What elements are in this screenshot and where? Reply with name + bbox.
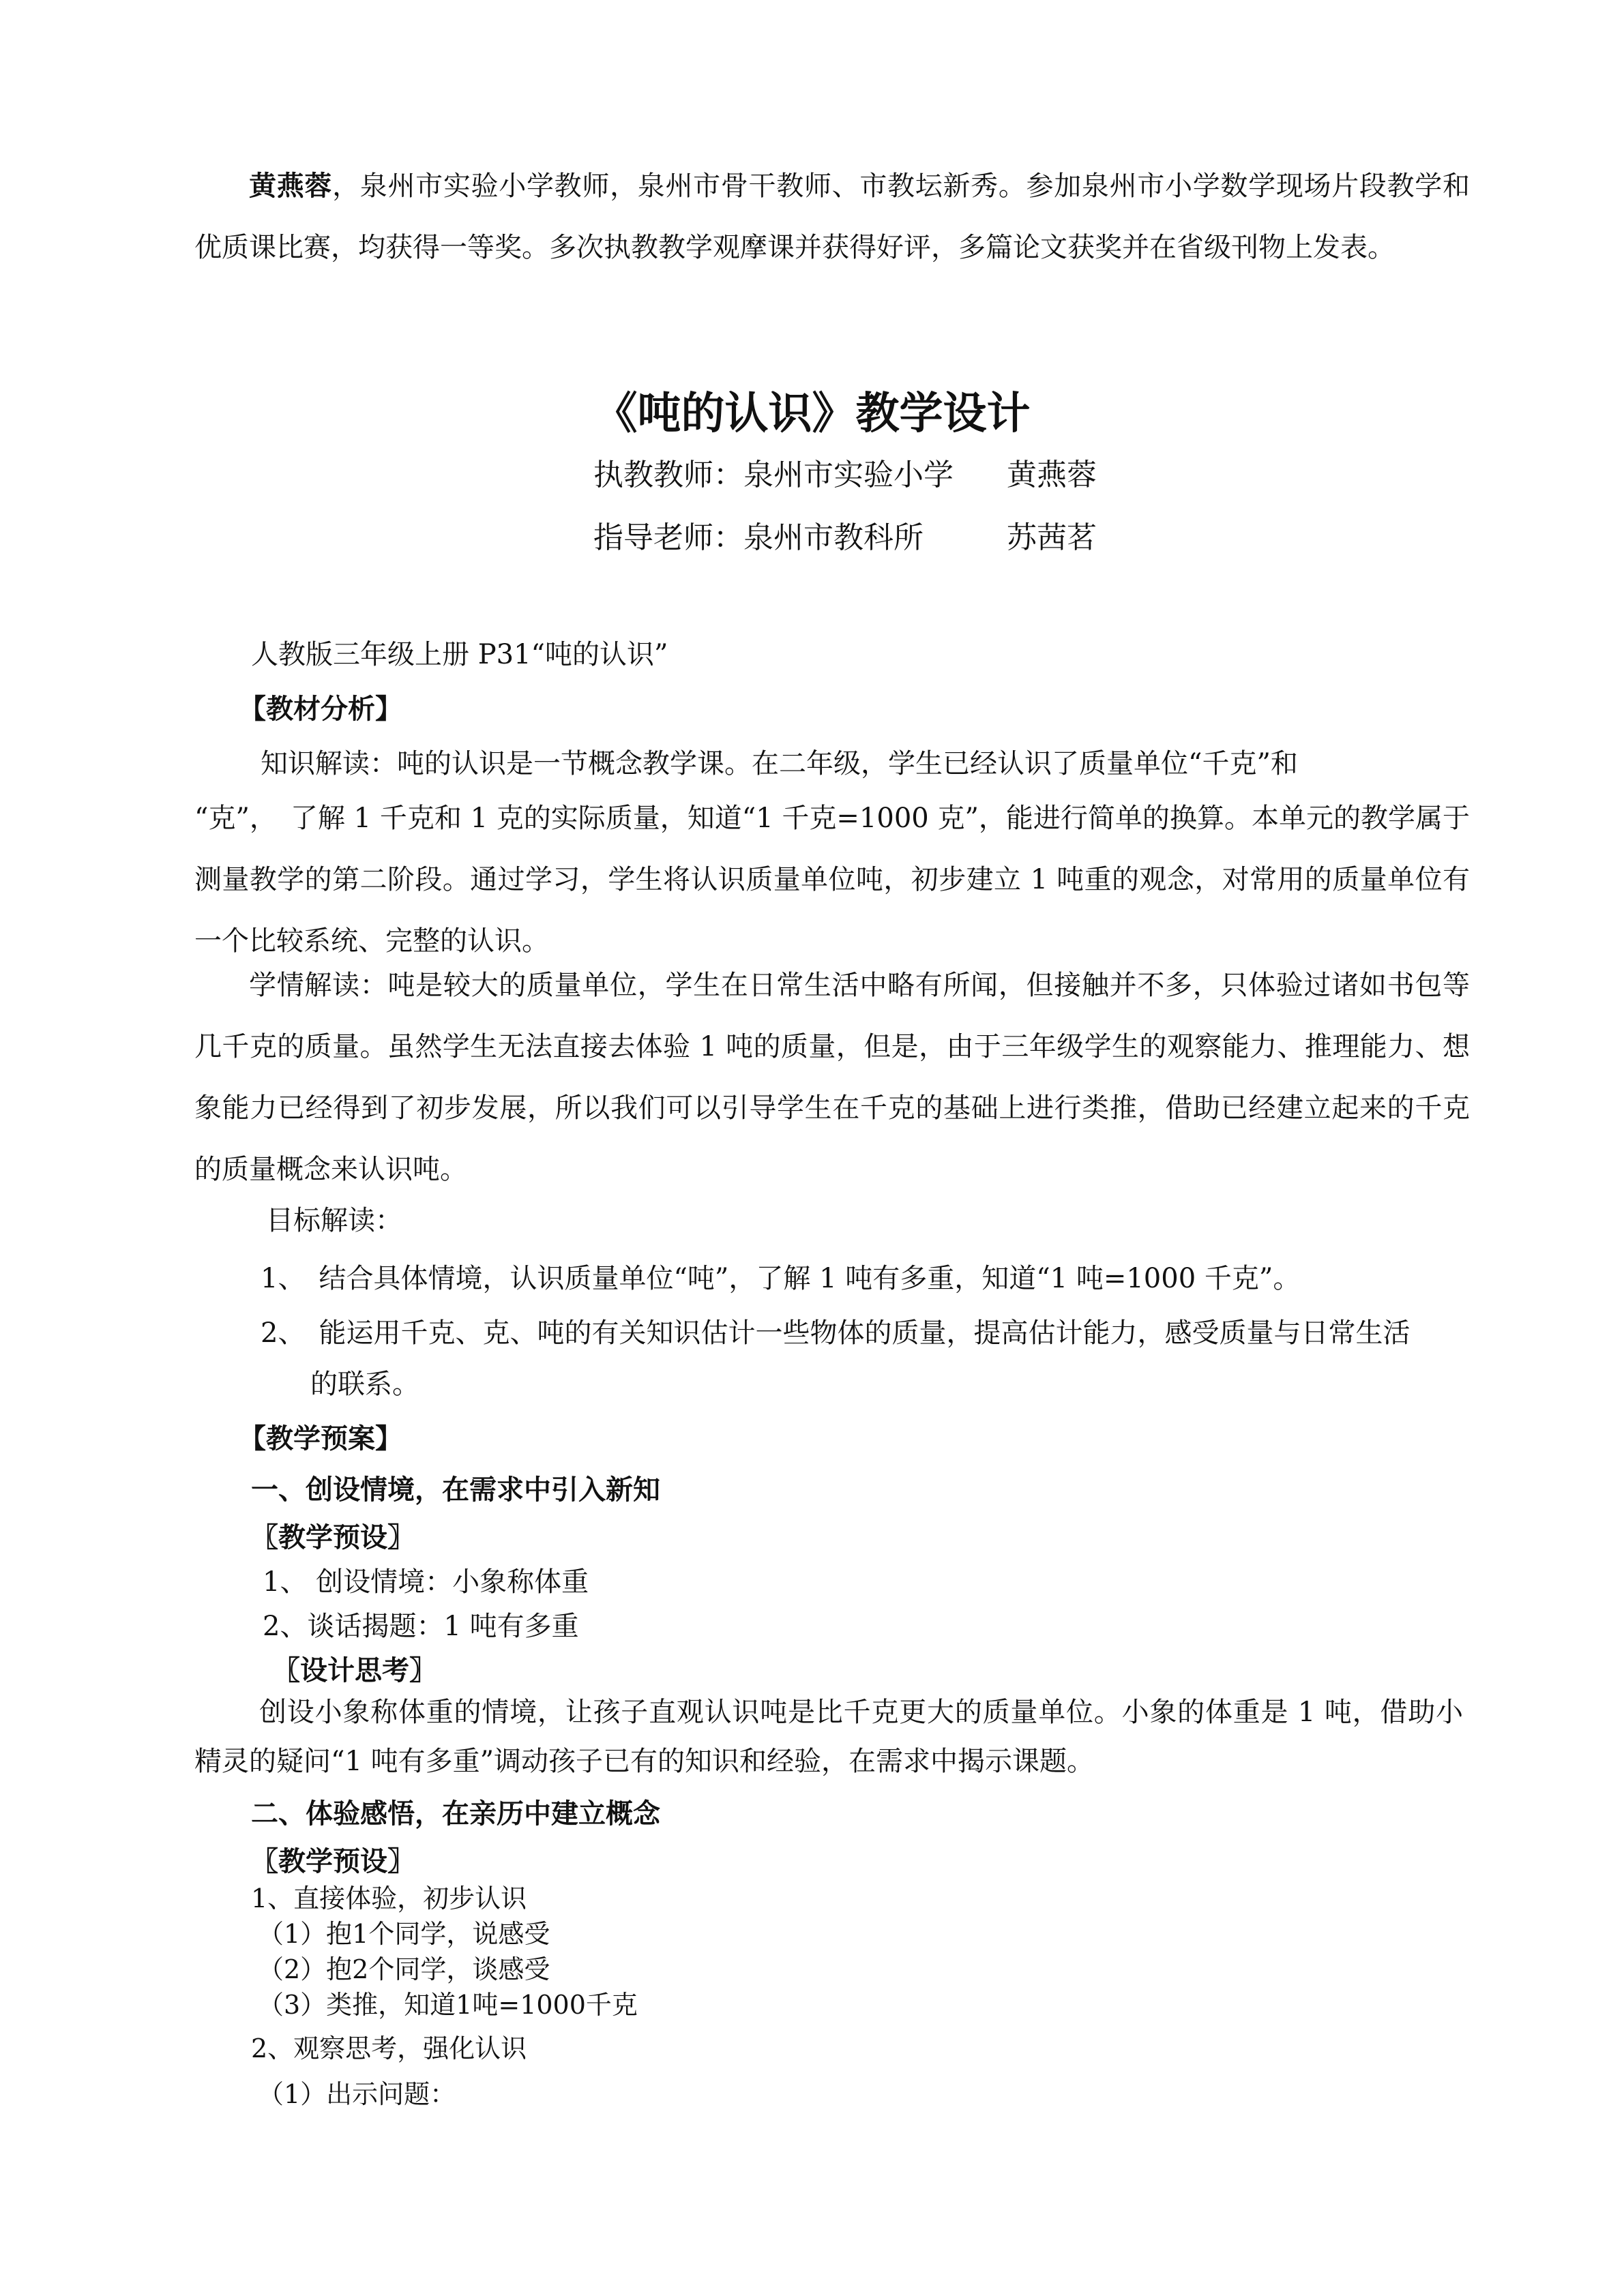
goal-item-1: [261, 1248, 1300, 1309]
section-teaching-plan: 【教学预案】: [239, 1422, 402, 1455]
part2-preset-label: 〖教学预设〗: [251, 1845, 415, 1877]
part1-item-1: 1、 创设情境：小象称体重: [263, 1566, 589, 1598]
goal-heading: 目标解读：: [266, 1205, 402, 1236]
advisor-org: 泉州市教科所: [743, 520, 924, 555]
teacher-org: 泉州市实验小学: [743, 458, 954, 492]
goal-number: 2、: [261, 1317, 306, 1349]
part2-item: （1）抱1个同学，说感受: [258, 1919, 550, 1949]
teacher-line-1: [593, 450, 1097, 494]
author-bio-text: ，泉州市实验小学教师，泉州市骨干教师、市教坛新秀。参加泉州市小学数学现场片段教学和优质课比赛，均获得一等奖。多次执教教学观摩课并获得好评，多篇论文获奖并在省级刊物上发表。: [194, 170, 1470, 263]
goal-number: 1、: [261, 1263, 306, 1294]
part1-preset-label: 〖教学预设〗: [251, 1521, 415, 1553]
author-bio: [194, 155, 1470, 278]
author-name: 黄燕蓉: [249, 170, 333, 202]
teacher-label: 执教教师：: [593, 458, 743, 492]
goal-item-2: [261, 1302, 1410, 1364]
student-analysis-paragraph: 学情解读：吨是较大的质量单位，学生在日常生活中略有所闻，但接触并不多，只体验过诸如书包等几千克的质量。虽然学生无法直接去体验 1 吨的质量，但是，由于三年级学生的观察能力、推理能力、想象能力已经得到了初步发展，所以我们可以引导学生在千克的基础上进行类推，借助已经建立起来的千克的质量概念来认识吨。: [194, 970, 1470, 1185]
teacher-name: 黄燕蓉: [1007, 458, 1097, 492]
goal-item-2-continued: 的联系。: [310, 1369, 419, 1400]
section-material-analysis: 【教材分析】: [239, 693, 402, 725]
part2-heading: 二、体验感悟，在亲历中建立概念: [251, 1798, 660, 1830]
document-title: 《吨的认识》教学设计: [593, 388, 1031, 439]
advisor-name: 苏茜茗: [1007, 520, 1097, 555]
part1-item-2: 2、谈话揭题：1 吨有多重: [263, 1611, 579, 1642]
part2-item: （1）出示问题：: [258, 2079, 456, 2109]
part2-item: 2、观察思考，强化认识: [251, 2033, 527, 2063]
part1-heading: 一、创设情境，在需求中引入新知: [251, 1474, 660, 1506]
part2-item: （2）抱2个同学，谈感受: [258, 1954, 550, 1984]
part2-item: （3）类推，知道1吨=1000千克: [258, 1990, 638, 2020]
teacher-line-2: [593, 513, 1097, 556]
goal-text: 能运用千克、克、吨的有关知识估计一些物体的质量，提高估计能力，感受质量与日常生活: [319, 1317, 1411, 1349]
design-thinking-text: 创设小象称体重的情境，让孩子直观认识吨是比千克更大的质量单位。小象的体重是 1 吨，借助小精灵的疑问“1 吨有多重”调动孩子已有的知识和经验，在需求中揭示课题。: [194, 1697, 1463, 1777]
part2-item: 1、直接体验，初步认识: [251, 1883, 527, 1913]
goal-text: 结合具体情境，认识质量单位“吨”，了解 1 吨有多重，知道“1 吨=1000 千克”。: [319, 1263, 1301, 1294]
knowledge-first-line: 知识解读：吨的认识是一节概念教学课。在二年级，学生已经认识了质量单位“千克”和: [261, 748, 1298, 779]
advisor-label: 指导老师：: [593, 520, 743, 555]
design-thinking-label: 〖设计思考〗: [273, 1654, 437, 1686]
knowledge-paragraph: “克”， 了解 1 千克和 1 克的实际质量，知道“1 千克=1000 克”，能进行简单的换算。本单元的教学属于测量教学的第二阶段。通过学习，学生将认识质量单位吨，初步建立 1 吨重的观念，对常用的质量单位有一个比较系统、完整的认识。: [194, 803, 1470, 957]
textbook-reference: 人教版三年级上册 P31“吨的认识”: [251, 639, 668, 670]
